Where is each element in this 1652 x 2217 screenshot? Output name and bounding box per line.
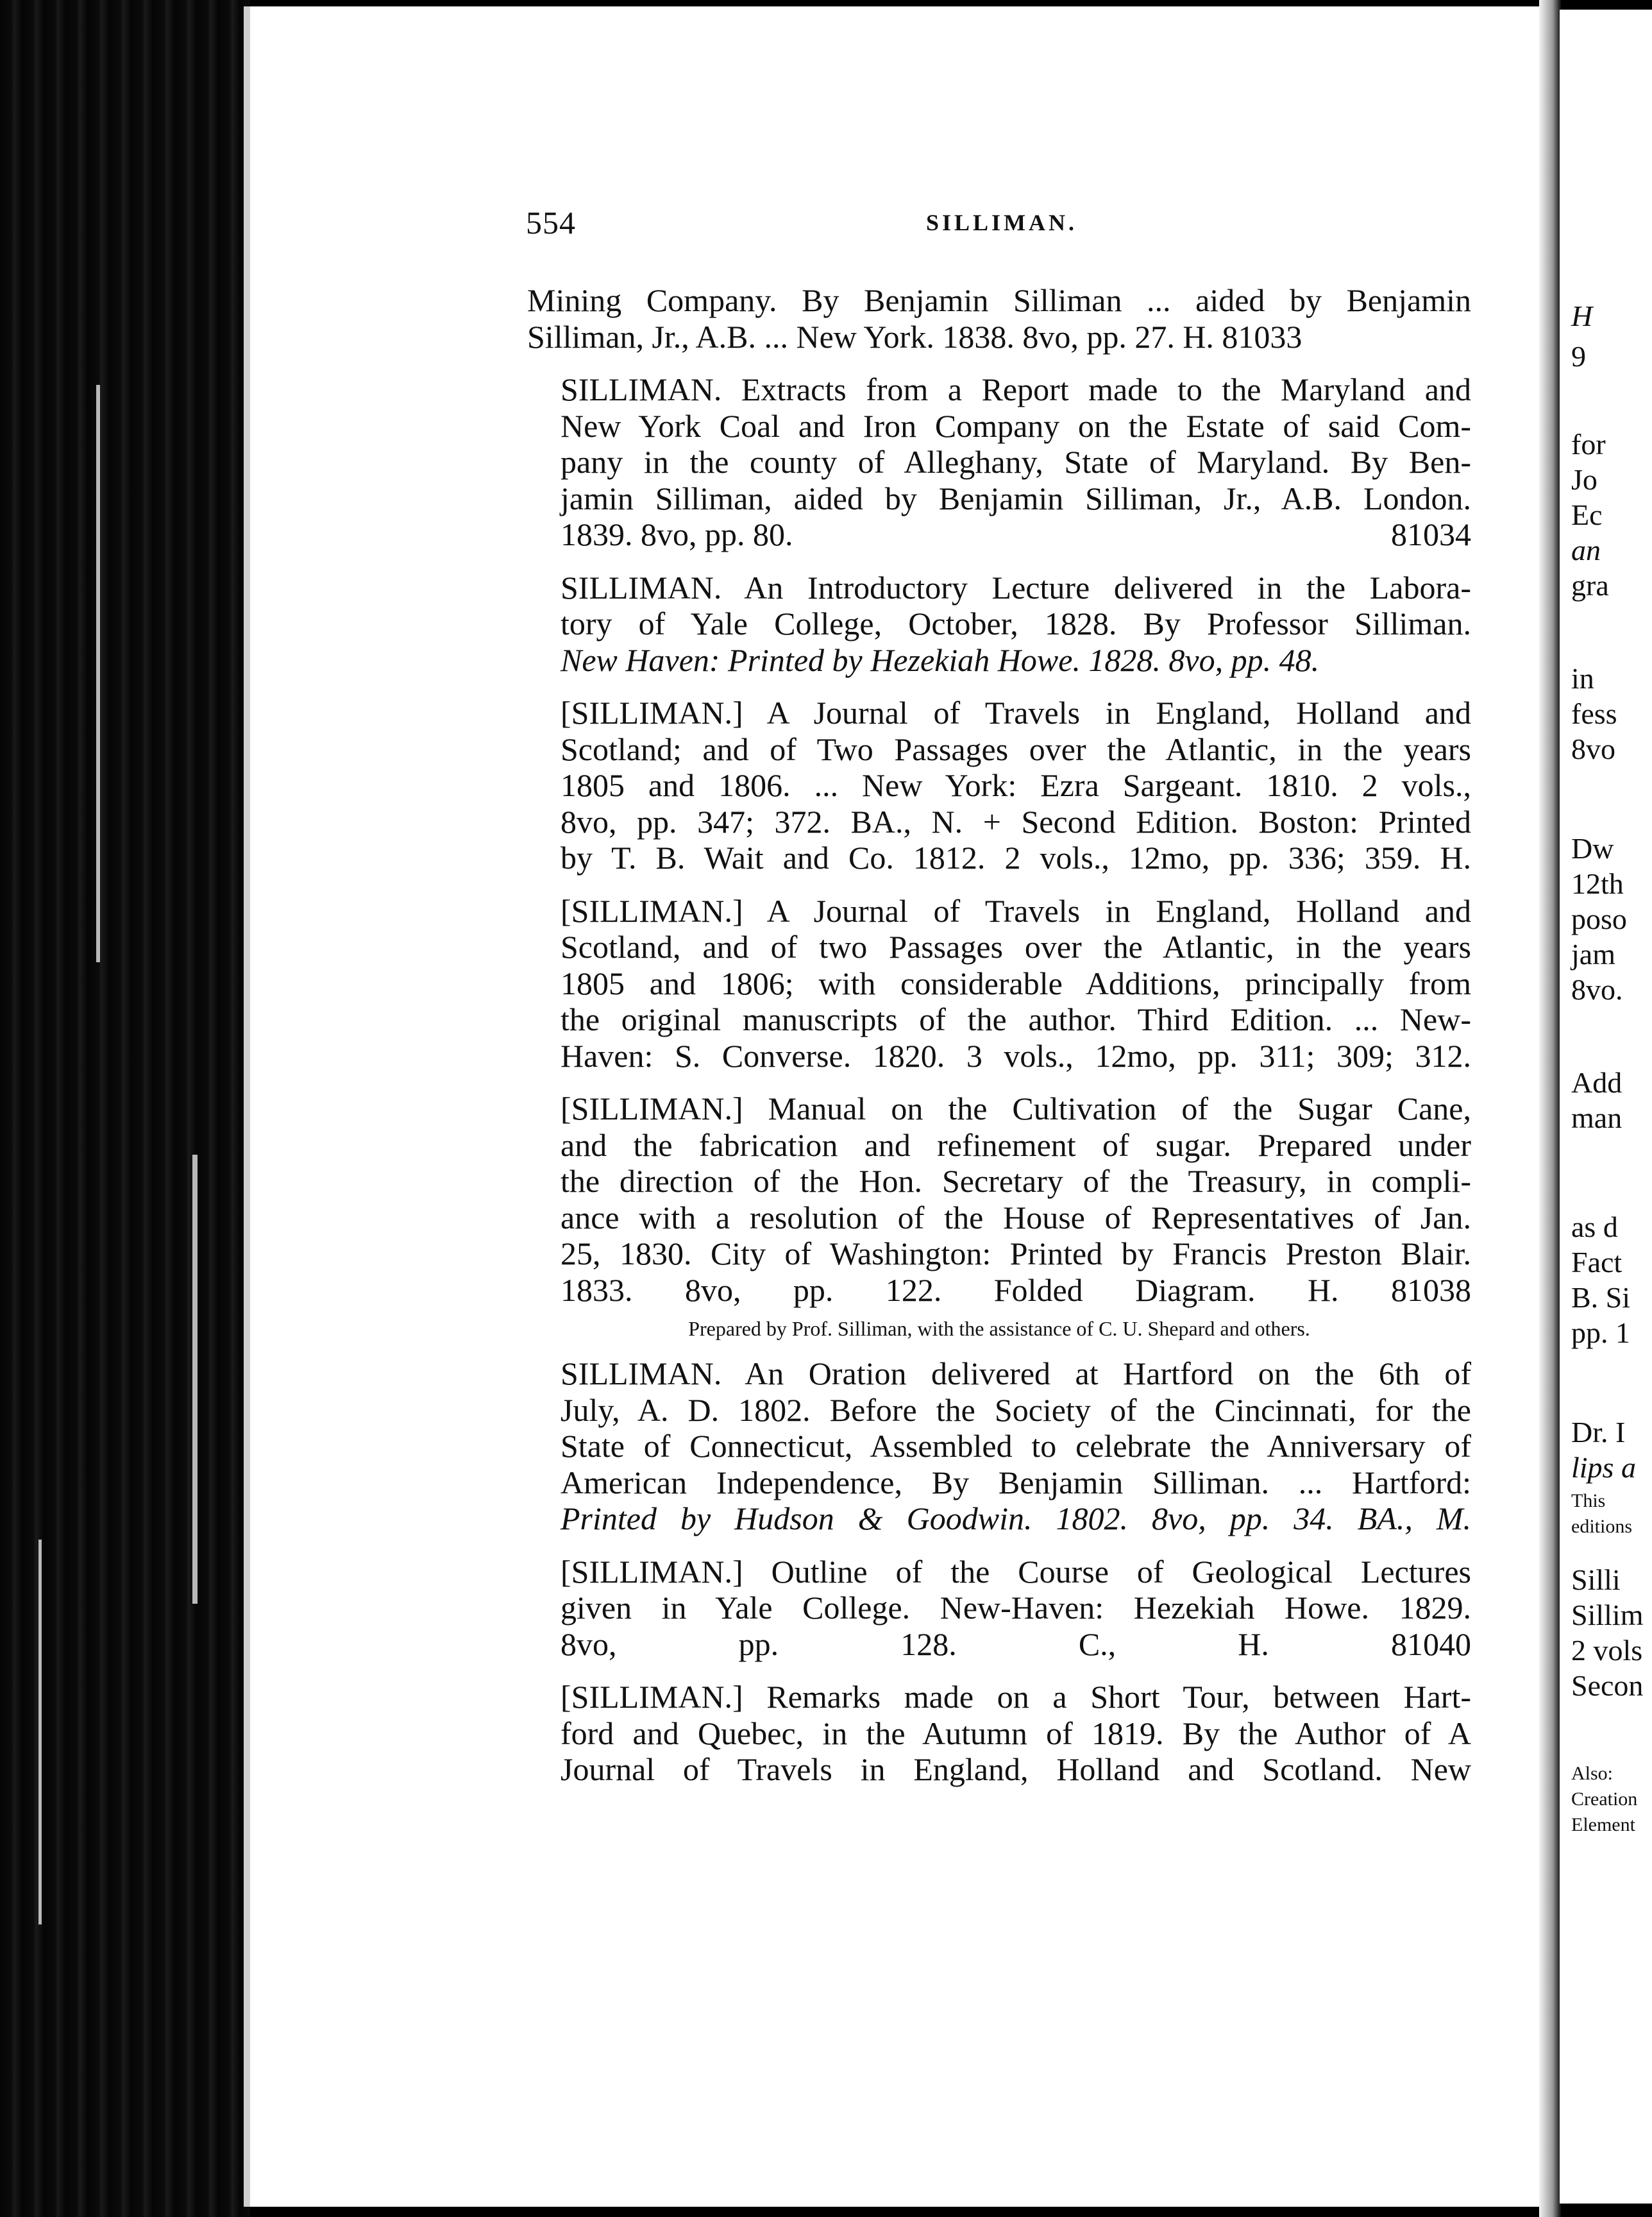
entry-line: ford and Quebec, in the Autumn of 1819. By the Author of A (560, 1715, 1471, 1751)
entry-note: Prepared by Prof. Silliman, with the assistance of C. U. Shepard and others. (688, 1317, 1310, 1340)
facing-page-fragment: editions (1571, 1516, 1632, 1537)
facing-page-fragment: for (1571, 428, 1606, 461)
facing-page-fragment: pp. 1 (1571, 1316, 1630, 1349)
entry-line (527, 516, 1471, 553)
facing-page-fragment: in (1571, 662, 1594, 695)
facing-page-fragment: Also: (1571, 1763, 1614, 1784)
bibliography-entry (527, 570, 1471, 679)
entry-line: [SILLIMAN.] Outline of the Course of Geological Lectures (560, 1553, 1471, 1590)
entry-line: SILLIMAN. An Introductory Lecture delivered in the Labora- (560, 569, 1471, 606)
entry-line: New York Coal and Iron Company on the Estate of said Com- (560, 407, 1471, 444)
facing-page-fragment: 12th (1571, 867, 1624, 900)
entry-line: pany in the county of Alleghany, State of Maryland. By Ben- (560, 444, 1471, 480)
entry-line: New Haven: Printed by Hezekiah Howe. 1828. 8vo, pp. 48. (560, 641, 1320, 678)
facing-page-fragment: Secon (1571, 1669, 1644, 1702)
facing-page-fragment: 8vo. (1571, 973, 1623, 1006)
facing-page-fragment: Sillim (1571, 1599, 1644, 1631)
binding-scan-streak (192, 1155, 198, 1604)
facing-page-fragment: 9 (1571, 340, 1586, 373)
entry-line: 1833. 8vo, pp. 122. Folded Diagram. H. 81038 (560, 1271, 1471, 1308)
facing-page-fragment: poso (1571, 903, 1627, 935)
facing-page-fragment: Ec (1571, 498, 1603, 531)
facing-page-fragment: Add (1571, 1066, 1622, 1099)
entry-line: [SILLIMAN.] Manual on the Cultivation of the Sugar Cane, (560, 1091, 1471, 1126)
binding-scan-streak (96, 385, 100, 962)
facing-page-fragment: lips a (1571, 1451, 1636, 1484)
binding-scan-streak (38, 1540, 42, 1924)
entry-line: 1805 and 1806; with considerable Additions, principally from (560, 965, 1471, 1001)
facing-page-fragment: 2 vols (1571, 1634, 1643, 1667)
page-gutter (1539, 0, 1562, 2217)
facing-page-fragment: Creation (1571, 1788, 1638, 1810)
facing-page-fragment: an (1571, 534, 1601, 566)
entry-line: SILLIMAN. Extracts from a Report made to the Maryland and (560, 371, 1471, 407)
facing-page-fragment: fess (1571, 697, 1617, 730)
facing-page-fragment: as d (1571, 1210, 1618, 1243)
entry-line: and the fabrication and refinement of sugar. Prepared under (560, 1126, 1471, 1163)
facing-page-fragment: Dw (1571, 832, 1614, 865)
facing-page-fragment: jam (1571, 938, 1615, 971)
entry-line: 8vo, pp. 128. C., H. 81040 (560, 1626, 1471, 1662)
entry-line: Haven: S. Converse. 1820. 3 vols., 12mo, pp. 311; 309; 312. (560, 1037, 1471, 1074)
bibliography-entry (527, 1091, 1471, 1308)
facing-page-fragment: Silli (1571, 1563, 1621, 1596)
entry-line: [SILLIMAN.] A Journal of Travels in England, Holland and (560, 892, 1471, 929)
facing-page-fragment: 8vo (1571, 733, 1615, 765)
book-binding (0, 0, 250, 2217)
entry-line: 25, 1830. City of Washington: Printed by Francis Preston Blair. (560, 1236, 1471, 1271)
entry-line: American Independence, By Benjamin Silliman. ... Hartford: (560, 1464, 1471, 1500)
facing-page-fragment: Dr. I (1571, 1416, 1626, 1448)
facing-page-fragment: B. Si (1571, 1281, 1631, 1314)
entry-line: by T. B. Wait and Co. 1812. 2 vols., 12mo, pp. 336; 359. H. (560, 840, 1471, 876)
entry-line: jamin Silliman, aided by Benjamin Silliman, Jr., A.B. London. (560, 480, 1471, 516)
running-head: SILLIMAN. (926, 210, 1078, 235)
facing-page-fragment: H (1571, 300, 1593, 332)
entry-line: Scotland, and of two Passages over the Atlantic, in the years (560, 929, 1471, 965)
entry-line: Silliman, Jr., A.B. ... New York. 1838. 8vo, pp. 27. H. 81033 (527, 318, 1302, 355)
entry-line: 1805 and 1806. ... New York: Ezra Sargeant. 1810. 2 vols., (560, 767, 1471, 803)
bibliography-entry (527, 282, 1471, 355)
bibliography-entry (527, 893, 1471, 1075)
facing-page-fragment: Jo (1571, 463, 1597, 496)
entry-line: the original manuscripts of the author. Third Edition. ... New- (560, 1001, 1471, 1037)
entry-line: tory of Yale College, October, 1828. By Professor Silliman. (560, 606, 1471, 641)
facing-page (1560, 10, 1652, 2204)
entry-number: 81034 (1391, 516, 1471, 552)
entry-line: ance with a resolution of the House of Representatives of Jan. (560, 1199, 1471, 1236)
entry-line: State of Connecticut, Assembled to celebrate the Anniversary of (560, 1428, 1471, 1464)
facing-page-fragment: man (1571, 1101, 1622, 1134)
entry-line: the direction of the Hon. Secretary of the Treasury, in compli- (560, 1163, 1471, 1199)
entry-line: July, A. D. 1802. Before the Society of the Cincinnati, for the (560, 1391, 1471, 1428)
facing-page-fragment: Element (1571, 1814, 1635, 1835)
bibliography-entry (527, 1355, 1471, 1537)
entry-line: [SILLIMAN.] A Journal of Travels in England, Holland and (560, 695, 1471, 731)
entry-line: given in Yale College. New-Haven: Hezekiah Howe. 1829. (560, 1590, 1471, 1626)
entry-line: Mining Company. By Benjamin Silliman ... aided by Benjamin (527, 282, 1471, 318)
entry-line-text: 1839. 8vo, pp. 80. (560, 516, 793, 552)
bibliography-entry (527, 371, 1471, 553)
bibliography-entry (527, 1554, 1471, 1663)
facing-page-fragment: Fact (1571, 1246, 1622, 1278)
bibliography-entry (527, 695, 1471, 876)
bibliography-text (527, 282, 1471, 1805)
entry-line: [SILLIMAN.] Remarks made on a Short Tour, between Hart- (560, 1679, 1471, 1715)
entry-line: Printed by Hudson & Goodwin. 1802. 8vo, pp. 34. BA., M. (560, 1500, 1471, 1536)
entry-line: Scotland; and of Two Passages over the Atlantic, in the years (560, 731, 1471, 767)
entry-line: Journal of Travels in England, Holland and Scotland. New (560, 1751, 1471, 1787)
page-number: 554 (526, 205, 576, 241)
facing-page-fragment: This (1571, 1490, 1606, 1511)
entry-line: SILLIMAN. An Oration delivered at Hartford on the 6th of (560, 1355, 1471, 1391)
facing-page-fragment: gra (1571, 569, 1609, 602)
bibliography-entry (527, 1679, 1471, 1788)
entry-line: 8vo, pp. 347; 372. BA., N. + Second Edition. Boston: Printed (560, 803, 1471, 840)
